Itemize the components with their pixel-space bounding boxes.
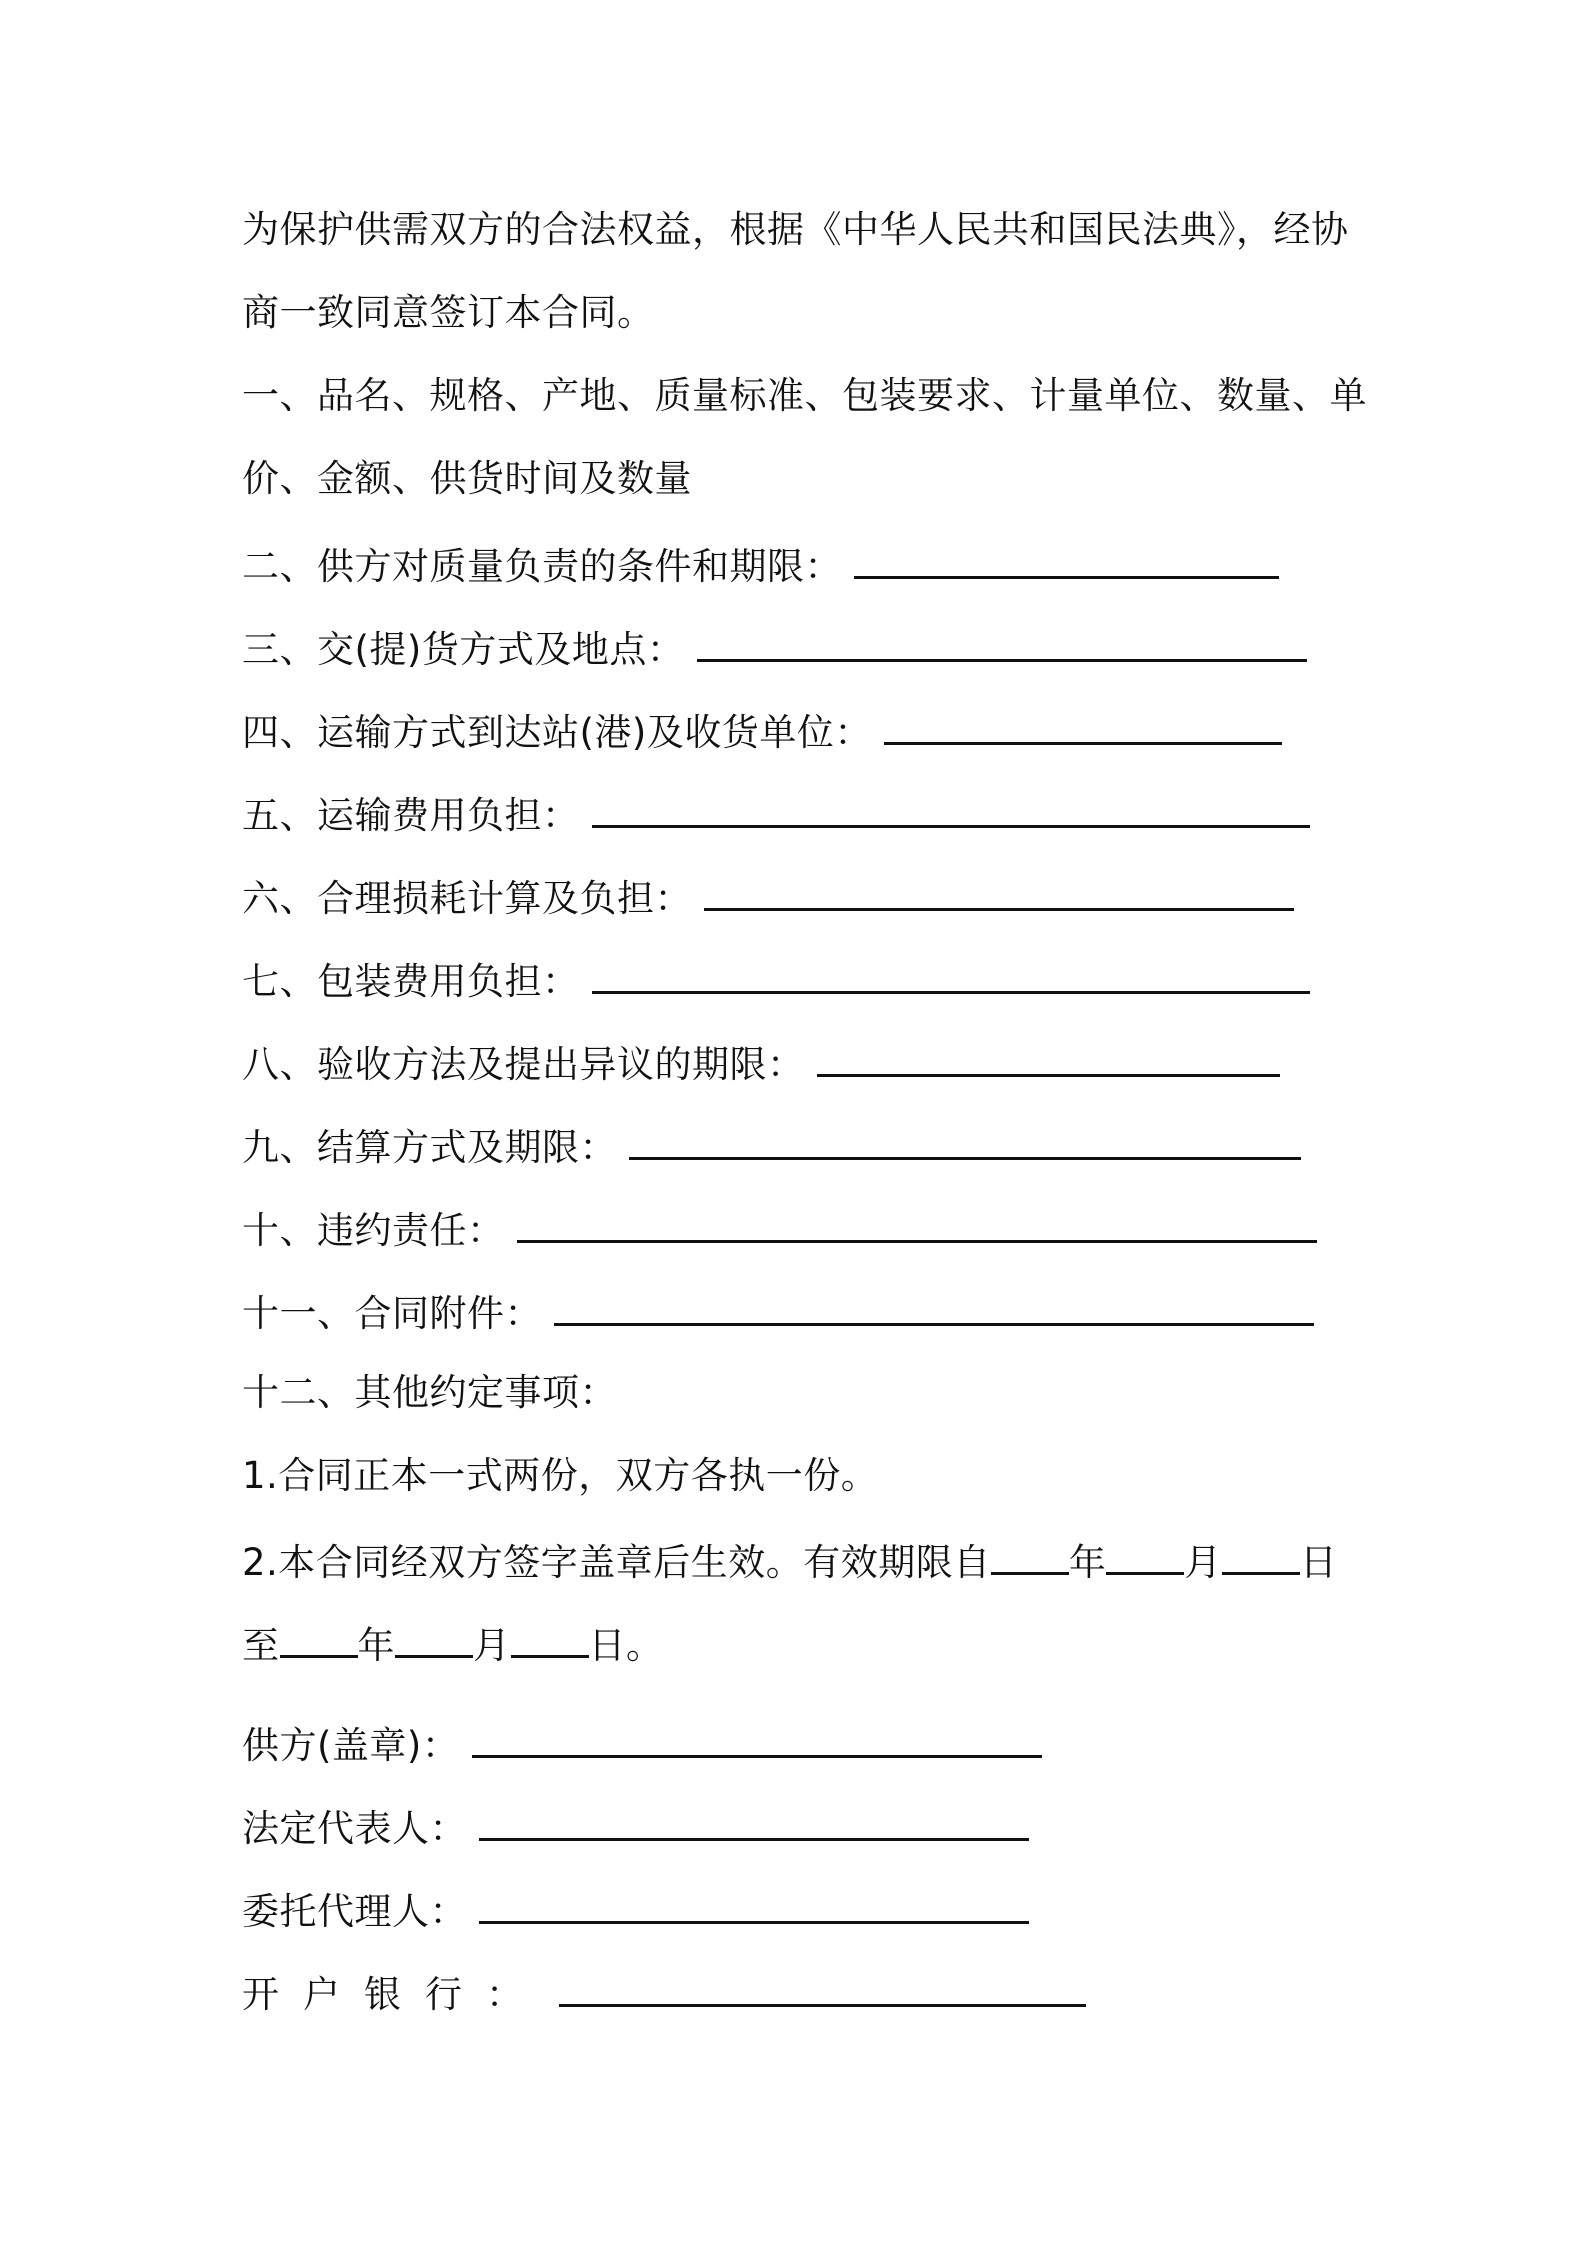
clause-11 bbox=[242, 1285, 1314, 1339]
clause-1-line-1 bbox=[242, 371, 1367, 421]
start-day-blank[interactable] bbox=[1222, 1534, 1300, 1575]
start-day-label: 日 bbox=[1299, 1541, 1338, 1584]
legal-rep-label: 法定代表人： bbox=[242, 1807, 467, 1850]
clause-11-label: 十一、合同附件： bbox=[242, 1292, 542, 1335]
supplier-blank[interactable] bbox=[472, 1717, 1042, 1758]
clause-4-blank[interactable] bbox=[884, 704, 1282, 745]
clause-10 bbox=[242, 1202, 1317, 1256]
clause-7 bbox=[242, 953, 1310, 1007]
clause-8 bbox=[242, 1036, 1280, 1090]
start-year-blank[interactable] bbox=[991, 1534, 1069, 1575]
supplier-label: 供方(盖章)： bbox=[242, 1724, 460, 1767]
agent-label: 委托代理人： bbox=[242, 1890, 467, 1933]
end-to-label: 至 bbox=[242, 1624, 280, 1667]
clause-9 bbox=[242, 1119, 1301, 1173]
clause-8-label: 八、验收方法及提出异议的期限： bbox=[242, 1043, 805, 1086]
clause-11-blank[interactable] bbox=[554, 1285, 1314, 1326]
clause-5-blank[interactable] bbox=[592, 787, 1310, 828]
clause-9-label: 九、结算方式及期限： bbox=[242, 1126, 617, 1169]
start-month-label: 月 bbox=[1184, 1541, 1222, 1584]
start-year-label: 年 bbox=[1068, 1541, 1107, 1584]
other-item-2-end bbox=[242, 1617, 664, 1671]
clause-12-label: 十二、其他约定事项： bbox=[242, 1371, 617, 1414]
clause-5-label: 五、运输费用负担： bbox=[242, 794, 580, 837]
clause-3-blank[interactable] bbox=[697, 621, 1307, 662]
clause-10-label: 十、违约责任： bbox=[242, 1209, 505, 1252]
clause-8-blank[interactable] bbox=[817, 1036, 1280, 1077]
bank-label: 开户银行： bbox=[242, 1973, 547, 2016]
intro-text-2: 商一致同意签订本合同。 bbox=[242, 291, 655, 334]
other-item-2-text: 2.本合同经双方签字盖章后生效。有效期限自 bbox=[242, 1541, 991, 1584]
legal-rep-signature bbox=[242, 1800, 1029, 1854]
other-item-1 bbox=[242, 1451, 878, 1501]
bank-blank[interactable] bbox=[559, 1966, 1086, 2007]
end-year-blank[interactable] bbox=[280, 1617, 358, 1658]
clause-2 bbox=[242, 538, 1279, 592]
clause-7-blank[interactable] bbox=[592, 953, 1310, 994]
legal-rep-blank[interactable] bbox=[479, 1800, 1029, 1841]
end-day-label: 日。 bbox=[588, 1624, 664, 1667]
intro-line-2 bbox=[242, 288, 655, 338]
agent-blank[interactable] bbox=[479, 1883, 1029, 1924]
clause-9-blank[interactable] bbox=[629, 1119, 1301, 1160]
clause-1-text-b: 价、金额、供货时间及数量 bbox=[242, 457, 692, 500]
clause-4 bbox=[242, 704, 1282, 758]
bank-field bbox=[242, 1966, 1086, 2020]
clause-10-blank[interactable] bbox=[517, 1202, 1317, 1243]
clause-4-label: 四、运输方式到达站(港)及收货单位： bbox=[242, 711, 872, 754]
agent-signature bbox=[242, 1883, 1029, 1937]
clause-7-label: 七、包装费用负担： bbox=[242, 960, 580, 1003]
clause-5 bbox=[242, 787, 1310, 841]
intro-line-1 bbox=[242, 205, 1349, 255]
other-item-1-text: 1.合同正本一式两份，双方各执一份。 bbox=[242, 1454, 879, 1497]
clause-3 bbox=[242, 621, 1307, 675]
clause-6 bbox=[242, 870, 1294, 924]
clause-2-label: 二、供方对质量负责的条件和期限： bbox=[242, 545, 842, 588]
end-month-blank[interactable] bbox=[395, 1617, 473, 1658]
start-month-blank[interactable] bbox=[1106, 1534, 1184, 1575]
intro-text-1: 为保护供需双方的合法权益，根据《中华人民共和国民法典》，经协 bbox=[242, 208, 1349, 251]
end-day-blank[interactable] bbox=[511, 1617, 589, 1658]
clause-1-line-2 bbox=[242, 454, 692, 504]
clause-2-blank[interactable] bbox=[854, 538, 1279, 579]
end-month-label: 月 bbox=[473, 1624, 511, 1667]
clause-12 bbox=[242, 1368, 617, 1418]
clause-3-label: 三、交(提)货方式及地点： bbox=[242, 628, 685, 671]
end-year-label: 年 bbox=[357, 1624, 395, 1667]
clause-1-text-a: 一、品名、规格、产地、质量标准、包装要求、计量单位、数量、单 bbox=[242, 374, 1367, 417]
other-item-2 bbox=[242, 1534, 1337, 1588]
supplier-signature bbox=[242, 1717, 1042, 1771]
clause-6-label: 六、合理损耗计算及负担： bbox=[242, 877, 692, 920]
clause-6-blank[interactable] bbox=[704, 870, 1294, 911]
